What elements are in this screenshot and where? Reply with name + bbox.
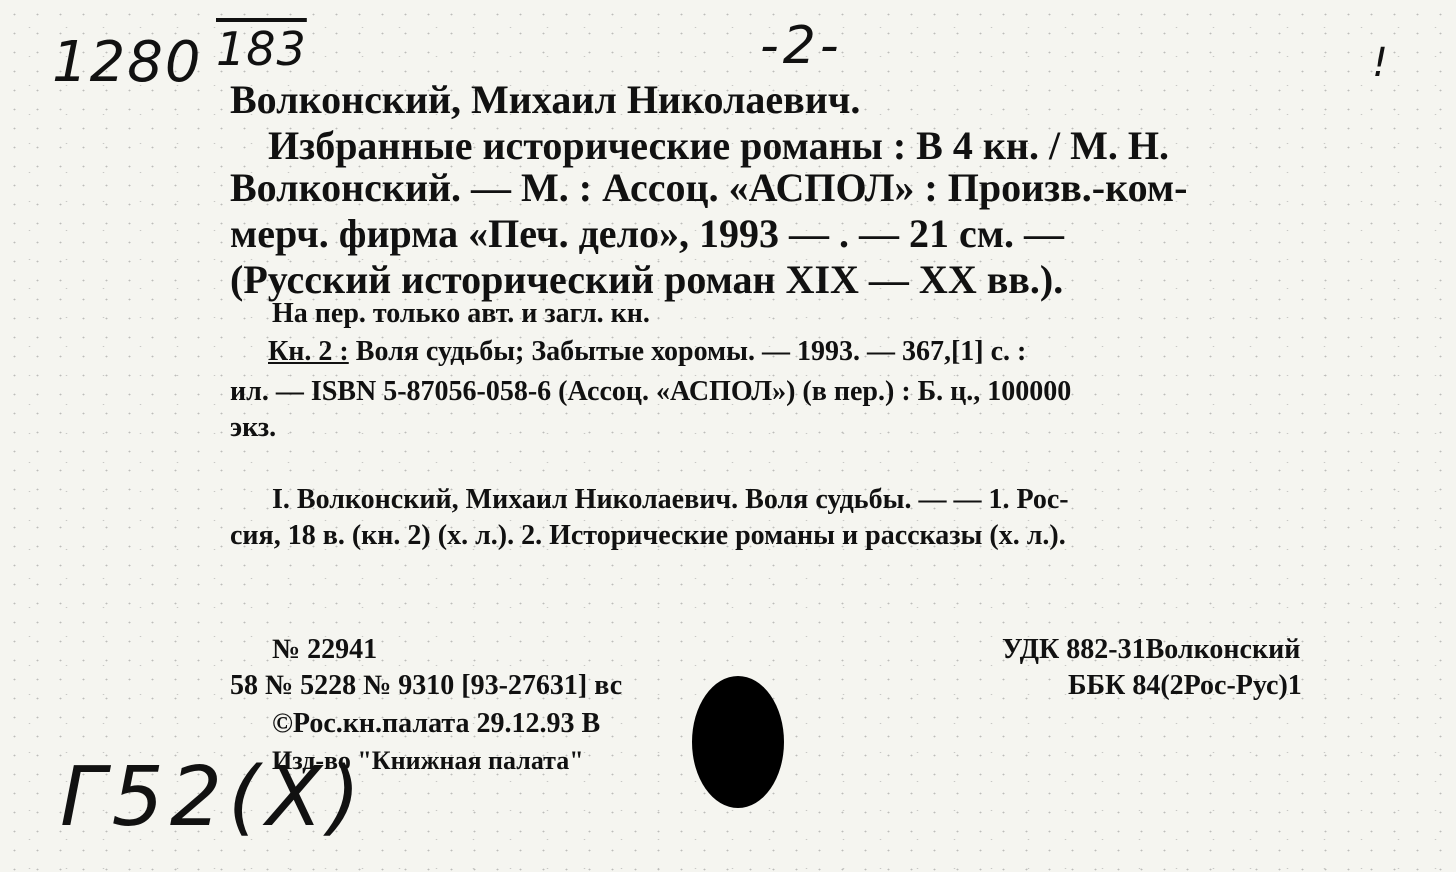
handwritten-shelf-mark: Г52(Х)	[60, 750, 367, 845]
handwritten-page-mark: -2-	[760, 16, 843, 76]
registration-numbers: 58 № 5228 № 9310 [93-27631] вс	[230, 670, 623, 701]
publisher-imprint: Изд-во "Книжная палата"	[272, 746, 584, 775]
volume-line-1	[268, 336, 1026, 368]
title-line-2: Волконский. — М. : Ассоц. «АСПОЛ» : Произв.-ком-	[230, 165, 1188, 210]
title-line-3: мерч. фирма «Печ. дело», 1993 — . — 21 см. —	[230, 211, 1065, 256]
index-line-1: I. Волконский, Михаил Николаевич. Воля судьбы. — — 1. Рос-	[272, 484, 1069, 515]
author-heading: Волконский, Михаил Николаевич.	[230, 77, 861, 122]
card-number: № 22941	[272, 634, 378, 665]
index-line-2: сия, 18 в. (кн. 2) (х. л.). 2. Исторические романы и рассказы (х. л.).	[230, 520, 1066, 551]
handwritten-over-number: 183	[216, 22, 307, 76]
volume-label: Кн. 2 :	[268, 336, 349, 367]
volume-contents: Воля судьбы; Забытые хоромы. — 1993. — 367,[1] с. :	[348, 336, 1027, 367]
punch-hole	[692, 676, 784, 808]
handwritten-right-mark: !	[1372, 40, 1389, 86]
bbk-code: ББК 84(2Рос-Рус)1	[1068, 670, 1302, 701]
volume-line-3: экз.	[230, 412, 277, 443]
binding-note: На пер. только авт. и загл. кн.	[272, 298, 650, 329]
udk-code: УДК 882-31Волконский	[1002, 634, 1301, 665]
title-line-4: (Русский исторический роман XIX — XX вв.).	[230, 257, 1064, 302]
volume-line-2: ил. — ISBN 5-87056-058-6 (Ассоц. «АСПОЛ») (в пер.) : Б. ц., 100000	[230, 376, 1072, 407]
title-line-1: Избранные исторические романы : В 4 кн. / М. Н.	[268, 123, 1169, 168]
chamber-date: ©Рос.кн.палата 29.12.93 В	[272, 708, 601, 739]
handwritten-call-number: 1280	[52, 30, 203, 95]
